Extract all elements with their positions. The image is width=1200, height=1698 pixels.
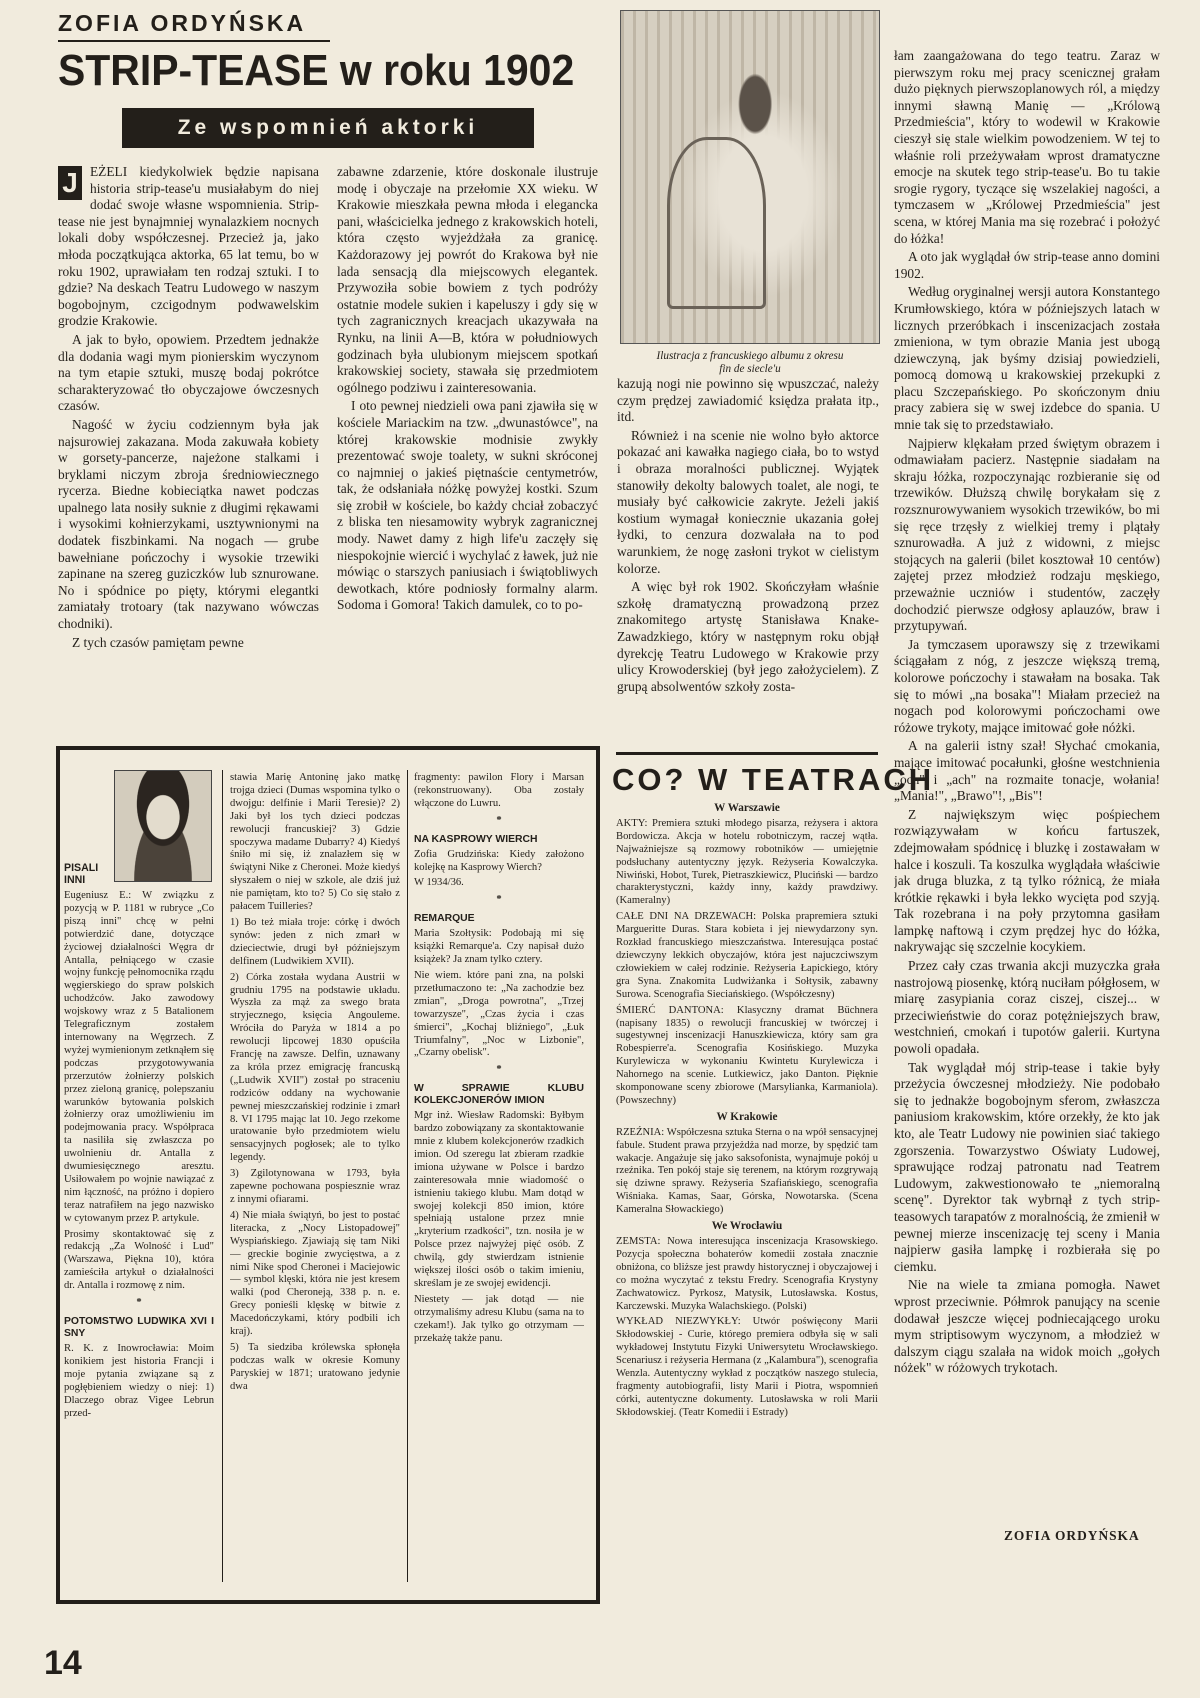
paragraph: I oto pewnej niedzieli owa pani zjawiła się w kościele Mariackim na tzw. „dwunastówce", na której krakowskie modnisie zwykły prezentować swoje toalety, w sukni skróconej co najmniej o jakieś piętnaście centymetrów, tak, że odsłaniała nóżkę powyżej kostki. Szum się zrobił w kościele, bo każdy chciał zobaczyć z bliska ten niesamowity wybryk zagranicznej mody. Nawet damy z high life'u zaczęły się niespokojnie wiercić i wychylać z ławek, już nie mówiąc o starszych paniusiach i świątobliwych dewotkach, które podniosły formalny alarm. Sodoma i Gomora! Takich damulek, co to po- [337, 398, 598, 613]
section-heading: POTOMSTWO LUDWIKA XVI I SNY [64, 1316, 214, 1339]
paragraph: RZEŹNIA: Współczesna sztuka Sterna o na wpół sensacyjnej fabule. Student prawa przyjeżdża nad morze, by spędzić tam wakacje. Angażuje się jako saksofonista, wynajmuje pokój u rzeźnika. Ten pokój staje się terenem, na którym rozgrywają się dziwne sprawy. Reżyseria Szafiańskiego, scenografia Wiśniaka. Kamas, Saar, Górska, Nowotarska. (Scena Kameralna Słowackiego) [616, 1126, 878, 1216]
paragraph: ŚMIERĆ DANTONA: Klasyczny dramat Büchnera (napisany 1835) o rewolucji francuskiej w twórczej i sugestywnej inscenizacji Hanuszkiewicza, który sam gra Robespierre'a. Scenografia Kosińskiego. Muzyka Kurylewicza w wykonaniu Kwintetu Kurylewicza i Nahornego na scenie. Lutkiewicz, jako Danton. Pięknie skomponowane sceny zbiorowe (Marsylianka, Karmaniola). (Powszechny) [616, 1004, 878, 1106]
city-heading: W Krakowie [716, 1110, 778, 1123]
paragraph: kazują nogi nie powinno się wpuszczać, należy czym prędzej zawiadomić księdza prałata itp., itd. [617, 376, 879, 425]
paragraph: 1) Bo też miała troje: córkę i dwóch synów: jeden z nich zmarł w dzieciectwie, drugi był późniejszym delfinem (Ludwikiem XVII). [230, 916, 400, 967]
section-heading: W SPRAWIE KLUBU KOLEKCJONERÓW IMION [414, 1083, 584, 1107]
pisali-column-2 [230, 772, 400, 1588]
paragraph: Nagość w życiu codziennym była jak najsurowiej zakazana. Moda zakuwała kobiety w gorsety-pancerze, najeżone stalkami i bryklami niczym zbroja średniowiecznego rycerza. Biedne kobieciątka nawet podczas upalnego lata nosiły suknie z długimi rękawami i wysokimi kołnierzykami, usztywnionymi na dodatek fiszbinkami. Na nogach — grube bawełniane pończochy i wysokie trzewiki zapinane na szereg guziczków lub sznurowane. No i spódnice po pięty, którymi elegantki zamiatały trotoary (tak nazywano wówczas chodniki). [58, 416, 319, 632]
theatre-listings [616, 802, 878, 1580]
article-title: STRIP-TEASE w roku 1902 [58, 46, 575, 95]
paragraph: Przez cały czas trwania akcji muzyczka grała nastrojową piosenkę, którą nuciłam półgłosem, w miarę zasypiania coraz ciszej, ciszej... w przeciwieństwie do coraz potężniejszych braw, westchnień, cmokań i tupotów galerii. Kurtyna powoli opadała. [894, 958, 1160, 1057]
paragraph: Z największym więc pośpiechem rozwiązywałam w końcu fartuszek, zdejmowałam spódnicę i bluzkę i zostawałam w halce i koszuli. Ta koszulka wyglądała właściwie jak druga bluzka, z tą tylko różnicą, że miała krótkie rękawki i była lekko wycięta pod szyją. Tak rozebrana i na poły przytomna gasiłam lampkę naftową i czym prędzej hyc do łóżka, nakrywając się szczelnie kocykiem. [894, 806, 1160, 955]
paragraph: fragmenty: pawilon Flory i Marsan (rekonstruowany). Oba zostały włączone do Luwru. [414, 772, 584, 809]
pisali-divider-1 [222, 770, 223, 1582]
paragraph: A jak to było, opowiem. Przedtem jednakże dla dodania wagi mym pionierskim wyczynom na tym etapie sztuki, muszę bodaj pokrótce scharakteryzować tło obyczajowe ówczesnych czasów. [58, 331, 319, 414]
paragraph: Ja tymczasem uporawszy się z trzewikami ściągałam z nóg, z jeszcze większą tremą, kolorowe pończochy i stawałam na bosaka. Tak się to mówi „na bosaka"! Miałam przecież na nogach pod kolorowymi pończochami owe różowe trykoty, mające imitować gołe nóżki. [894, 636, 1160, 735]
paragraph: R. K. z Inowrocławia: Moim konikiem jest historia Francji i moje pytania związane są z pogłębieniem wiedzy o niej: 1) Dlaczego obraz Vigee Lebrun przed- [64, 1343, 214, 1419]
paragraph: 3) Zgilotynowana w 1793, była zapewne pochowana pospiesznie wraz z innymi ofiarami. [230, 1168, 400, 1205]
paragraph: Nie wiem. które pani zna, na polski przetłumaczono te: „Na zachodzie bez zmian", „Droga powrotna", „Trzej towarzysze", „Czas życia i czas śmierci", „Kochaj bliźniego", „Łuk Triumfalny", „Noc w Lizbonie", „Czarny obelisk". [414, 969, 584, 1059]
paragraph: Nie na wiele ta zmiana pomogła. Nawet wprost przeciwnie. Półmrok panujący na scenie dodawał jeszcze więcej podniecającego uroku mym striptisowym wyczynom, a młodzież w dalszym ciągu szalała na widok moich „gołych nóżek" w różowych trykotach. [894, 1277, 1160, 1376]
paragraph: AKTY: Premiera sztuki młodego pisarza, reżysera i aktora Bordowicza. Akcja w hotelu robotniczym, raczej wątła. Najważniejsze są rozmowy robotników — umiejętnie podsłuchany autentyczny język. Reżyseria Kowalczyka. Niwiński, Hobot, Turek, Pietraszkiewicz, Pluciński — bardzo charakterystyczni, każdy inny, każdy prawdziwy. (Kameralny) [616, 817, 878, 907]
paragraph: W 1934/36. [414, 877, 464, 889]
paragraph: EŻELI kiedykolwiek będzie napisana historia strip-tease'u musiałabym do niej dodać swoje własne wspomnienia. Strip-tease nie jest bynajmniej wynalazkiem nocnych lokali doby współczesnej. Przecież ja, jako młoda początkująca aktorka, 65 lat temu, bo w roku 1902, uprawiałam ten rodzaj sztuki. I to gdzie? Na deskach Teatru Ludowego w naszym bogobojnym, czcigodnym podwawelskim grodzie Krakowie. [58, 164, 319, 329]
separator-star: * [496, 894, 502, 906]
pisali-column-1 [64, 890, 214, 1588]
paragraph: Mgr inż. Wiesław Radomski: Byłbym bardzo zobowiązany za skontaktowanie mnie z klubem kolekcjonerów rzadkich imion. Od szeregu lat zbieram rzadkie imiona używane w Polsce i bardzo zainteresowała mnie wiadomość o istnieniu takiego klubu. Mam dotąd w swojej kolekcji 850 imion, które spełniają ustalone przez mnie „kryterium rzadkości", tzn. nosiła je w Polsce przez najwyżej pięć osób. Z chwilą, gdy stwierdzam istnienie większej ilości osób o takim imieniu, skreślam je ze swojej ewidencji. [414, 1110, 584, 1289]
pisali-heading: PISALI INNI [64, 862, 99, 886]
separator-star: * [136, 1297, 142, 1309]
separator-star: * [496, 814, 502, 826]
paragraph: Maria Szołtysik: Podobają mi się książki Remarque'a. Czy napisał dużo książek? Ja znam tylko cztery. [414, 928, 584, 966]
author-portrait [114, 770, 212, 882]
paragraph: Według oryginalnej wersji autora Konstantego Krumłowskiego, która w późniejszych latach w licznych przeróbkach i inscenizacjach została zmieniona, w tym obrazie Mania jest ubogą dziewczyną, jak byśmy dzisiaj powiedzieli, pomocą domową u krakowskiej przekupki z placu Szczepańskiego. Po skończonym dniu pracy zabiera się w swej izdebce do spania. U mnie tak się to przedstawiało. [894, 284, 1160, 433]
section-heading: REMARQUE [414, 913, 475, 925]
illustration-photo [620, 10, 880, 344]
paragraph: ZEMSTA: Nowa interesująca inscenizacja Krasowskiego. Pozycja społeczna bohaterów komedii została znacznie obniżona, co bliższe jest prawdy historycznej i obyczajowej i co można wyczytać z tekstu Fredry. Scenografia Krystyny Zachwatowicz. Pyrkosz, Matysik, Lutosławska. Kostus, Karczewski. Muzyka Walachskiego. (Polski) [616, 1236, 878, 1312]
paragraph: zabawne zdarzenie, które doskonale ilustruje modę i obyczaje na przełomie XX wieku. W Krakowie mieszkała pewna młoda i elegancka pani, właścicielka jednego z krakowskich hoteli, która często wyjeżdżała za granicę. Każdorazowy jej powrót do Krakowa był nie lada sensacją dla miejscowych elegantek. Przywoziła sobie bowiem z tych podróży ostatnie modele sukien i kapeluszy i gdy się w tych zagranicznych kreacjach ukazywała na Rynku, na linii A—B, która w południowych godzinach była ulubionym miejscem spotkań krakowskiej society, stawała się przedmiotem ogólnego podziwu i zainteresowania. [337, 164, 598, 395]
paragraph: WYKŁAD NIEZWYKŁY: Utwór poświęcony Marii Skłodowskiej - Curie, którego premiera odbyła się w sali wykładowej Instytutu Fizyki Uniwersytetu Wrocławskiego. Scenariusz i reżyseria Hermana (z „Kalambura"), scenografia Wenzla. Autentyczny wykład z początków naszego stulecia, fragmenty autobiografii, listy Marii i Piotra, wspomnień córki, autentyczne dokumenty. Lutosławska w roli Marii Skłodowskiej. (Teatr Komedii i Estrady) [616, 1316, 878, 1418]
paragraph: 2) Córka została wydana Austrii w grudniu 1795 na podstawie układu. Wyszła za mąż za swego brata stryjecznego, księcia Angouleme. Wróciła do Paryża w 1814 a po rewolucji lipcowej 1830 opuściła Francję na zawsze. Delfin, uznawany za króla przez emigrację francuską („Ludwik XVII") został po straceniu rodziców oddany na wychowanie pewnej mieszczańskiej rodzinie i zmarł 8. VI 1795 mając lat 10. Jego rzekome uratowanie było przedmiotem wielu sensacyjnych pogłosek; ale to tylko legendy. [230, 971, 400, 1164]
chair-shape [667, 137, 766, 309]
pisali-column-3 [414, 772, 584, 1588]
paragraph: Prosimy skontaktować się z redakcją „Za Wolność i Lud" (Warszawa, Piękna 10), która zamieściła artykuł o działalności dr. Antalla i rozmowę z nim. [64, 1228, 214, 1292]
article-subtitle: Ze wspomnień aktorki [122, 108, 534, 148]
paragraph: Również i na scenie nie wolno było aktorce pokazać ani kawałka nagiego ciała, bo to wstyd i obraza moralności publicznej. Wyjątek stanowiły dekolty balowych toalet, ale nogi, te musiały być całkowicie zakryte. Jeżeli jakiś kostium wymagał koniecznie ukazania gołej łydki, to cenzura dozwalała na to pod warunkiem, że nogę zasłoni trykot w cielistym kolorze. [617, 427, 879, 576]
paragraph: stawia Marię Antoninę jako matkę trojga dzieci (Dumas wspomina tylko o dwojgu: delfinie i Marii Teresie)? 2) Jaki był los tych dzieci podczas rewolucji francuskiej? 3) Gdzie spoczywa madame Dubarry? 4) Kiedyś śniło mi się, iż znalazłem się w świątyni Nike z Cheronei. Może kiedyś słyszałem o niej w szkole, ale dziś już nie pamiętam, kto to? 5) Co się stało z pałacem Tuilleries? [230, 772, 400, 913]
paragraph: Z tych czasów pamiętam pewne [72, 634, 244, 650]
author-name: ZOFIA ORDYŃSKA [58, 10, 307, 36]
city-heading: We Wrocławiu [711, 1220, 783, 1233]
paragraph: Eugeniusz E.: W związku z pozycją w P. 1181 w rubryce „Co piszą inni" chcę w pełni potwierdzić dane, dotyczące życiowej działalności Węgra dr Antalla, pełniącego w czasie wojny funkcję pełnomocnika rządu węgierskiego do spraw polskich uchodźców. Jako zawodowy wojskowy wraz z 5 Batalionem Telegraficznym zostałem internowany na Węgrzech. Z wyżej wymienionym zetknąłem się podczas przygotowywania przerzutów żołnierzy polskich przez zieloną granicę, polepszaniu warunków bytowania polskich żołnierzy oraz umożliwieniu im podejmowania pracy. Współpraca ta nasiliła się zwłaszcza po uwolnieniu dr. Antalla z dwumiesięcznego aresztu. Usiłowałem po wojnie nawiązać z nim łączność, na próżno i dopiero teraz natrafiłem na jego nazwisko w cytowanym przez P. artykule. [64, 890, 214, 1224]
separator-star: * [496, 1064, 502, 1076]
section-heading: NA KASPROWY WIERCH [414, 833, 538, 845]
article-column-2 [337, 164, 598, 726]
paragraph: A więc był rok 1902. Skończyłam właśnie szkołę dramatyczną prowadzoną przez znakomitego artystę Stanisława Knake-Zawadzkiego, który w następnym roku objął dyrekcję Teatru Ludowego w Krakowie przy ulicy Krowoderskiej (był jego założycielem). Z grupą absolwentów szkoły zosta- [617, 579, 879, 694]
article-column-3 [617, 376, 879, 726]
paragraph: łam zaangażowana do tego teatru. Zaraz w pierwszym roku mej pracy scenicznej grałam dużo pięknych pierwszoplanowych ról, a między innymi sławną Manię — „Królową Przedmieścia", który to wodewil w Krakowie cieszył się stale wielkim powodzeniem. W tej to właśnie roli przeżywałam wprost dramatyczne emocje na skutek tego strip-tease'u. Bo tu takie srogie rygory, tyczące się wszelakiej nagości, a tymczasem w „Królowej Przedmieścia" jest scena, w której Mania ma się rozebrać i położyć do łóżka! [894, 48, 1160, 246]
pisali-divider-2 [407, 770, 408, 1582]
article-column-1 [58, 164, 319, 726]
paragraph: 5) Ta siedziba królewska spłonęła podczas walk w okresie Komuny Paryskiej w 1871; uratowano jedynie dwa [230, 1341, 400, 1392]
paragraph: Niestety — jak dotąd — nie otrzymaliśmy adresu Klubu (sama na to czekam!). Jak tylko go otrzymam — przekażę także panu. [414, 1293, 584, 1344]
paragraph: Zofia Grudzińska: Kiedy założono kolejkę na Kasprowy Wierch? [414, 848, 584, 873]
paragraph: Tak wyglądał mój strip-tease i takie były przeżycia ówczesnej młodzieży. Nie podobało się to jednakże bogobojnym sferom, zwłaszcza paniusiom krakowskim, które orzekły, że kto jak kto, ale Teatr Ludowy nie powinien siać takiego zgorszenia. Towarzystwo Oświaty Ludowej, sprawujące rodzaj patronatu nad Teatrem Ludowym, zakwestionowało te „niemoralną scenę". Dyrektor tak wybrnął z tych strip-teasowych tarapatów z moralnością, że zmienił w pewnej mierze inscenizację tej sceny i Mania najpierw gasiła lampkę i rozbierała się po ciemku. [894, 1059, 1160, 1274]
paragraph: Najpierw klękałam przed świętym obrazem i odmawiałam pacierz. Następnie siadałam na skraju łóżka, rozpoczynając rozbieranie się od trzewików. Dłuższą chwilę borykałam się z rozsznurowywaniem wysokich trzewików, bo mi się ręce trzęsły z wielkiej tremy i plątały sznurowadła. A już z widowni, z miejsc stojących na galerii (bilet kosztował 10 centów) zajętej przez młodzież rodzaju męskiego, przeważnie uczniów i studentów, zaczęły dochodzić pierwsze odgłosy aplauzów, braw i przytupywań. [894, 435, 1160, 634]
paragraph: A oto jak wyglądał ów strip-tease anno domini 1902. [894, 249, 1160, 281]
photo-caption: Ilustracja z francuskiego albumu z okresu fin de siecle'u [656, 350, 844, 375]
city-heading: W Warszawie [714, 802, 780, 814]
author-underline [58, 40, 330, 42]
page-number: 14 [44, 1644, 82, 1682]
theatre-title: CO? W TEATRACH [612, 762, 935, 797]
drop-cap: J [58, 166, 82, 200]
paragraph: 4) Nie miała świątyń, bo jest to postać literacka, z „Nocy Listopadowej" Wyspiańskiego. Zjawiają się tam Niki — greckie boginie zwycięstwa, a z nimi Nike spod Cheronei i Maciejowic — symbol klęski, która nie jest kresem walki (pod Cheroneją, 338 p. n. e. Grecy ponieśli klęskę w bitwie z Macedończykami, który podbili ich kraj). [230, 1209, 400, 1338]
theatre-top-rule [616, 752, 878, 755]
paragraph: CAŁE DNI NA DRZEWACH: Polska prapremiera sztuki Margueritte Duras. Stara kobieta i jej niewydarzony syn. Rozkład francuskiego mieszczaństwa. Interesująca postać dziewczyny lekkich obyczajów, która jest najuczciwszym człowiekiem w całej rodzinie. Reżyseria Łapickiego, który gra Syna. Znakomita Ludwiżanka i Sołtysik, zabawny Surowa. Scenografia Sieciańskiego. (Współczesny) [616, 911, 878, 1000]
paragraph: A na galerii istny szał! Słychać cmokania, mające imitować pocałunki, głośne westchnienia „och" i „ach" na rozmaite tonacje, wołania! „Mania!", „Brawo"!, „Bis"! [894, 738, 1160, 804]
article-signature: ZOFIA ORDYŃSKA [1004, 1528, 1140, 1543]
